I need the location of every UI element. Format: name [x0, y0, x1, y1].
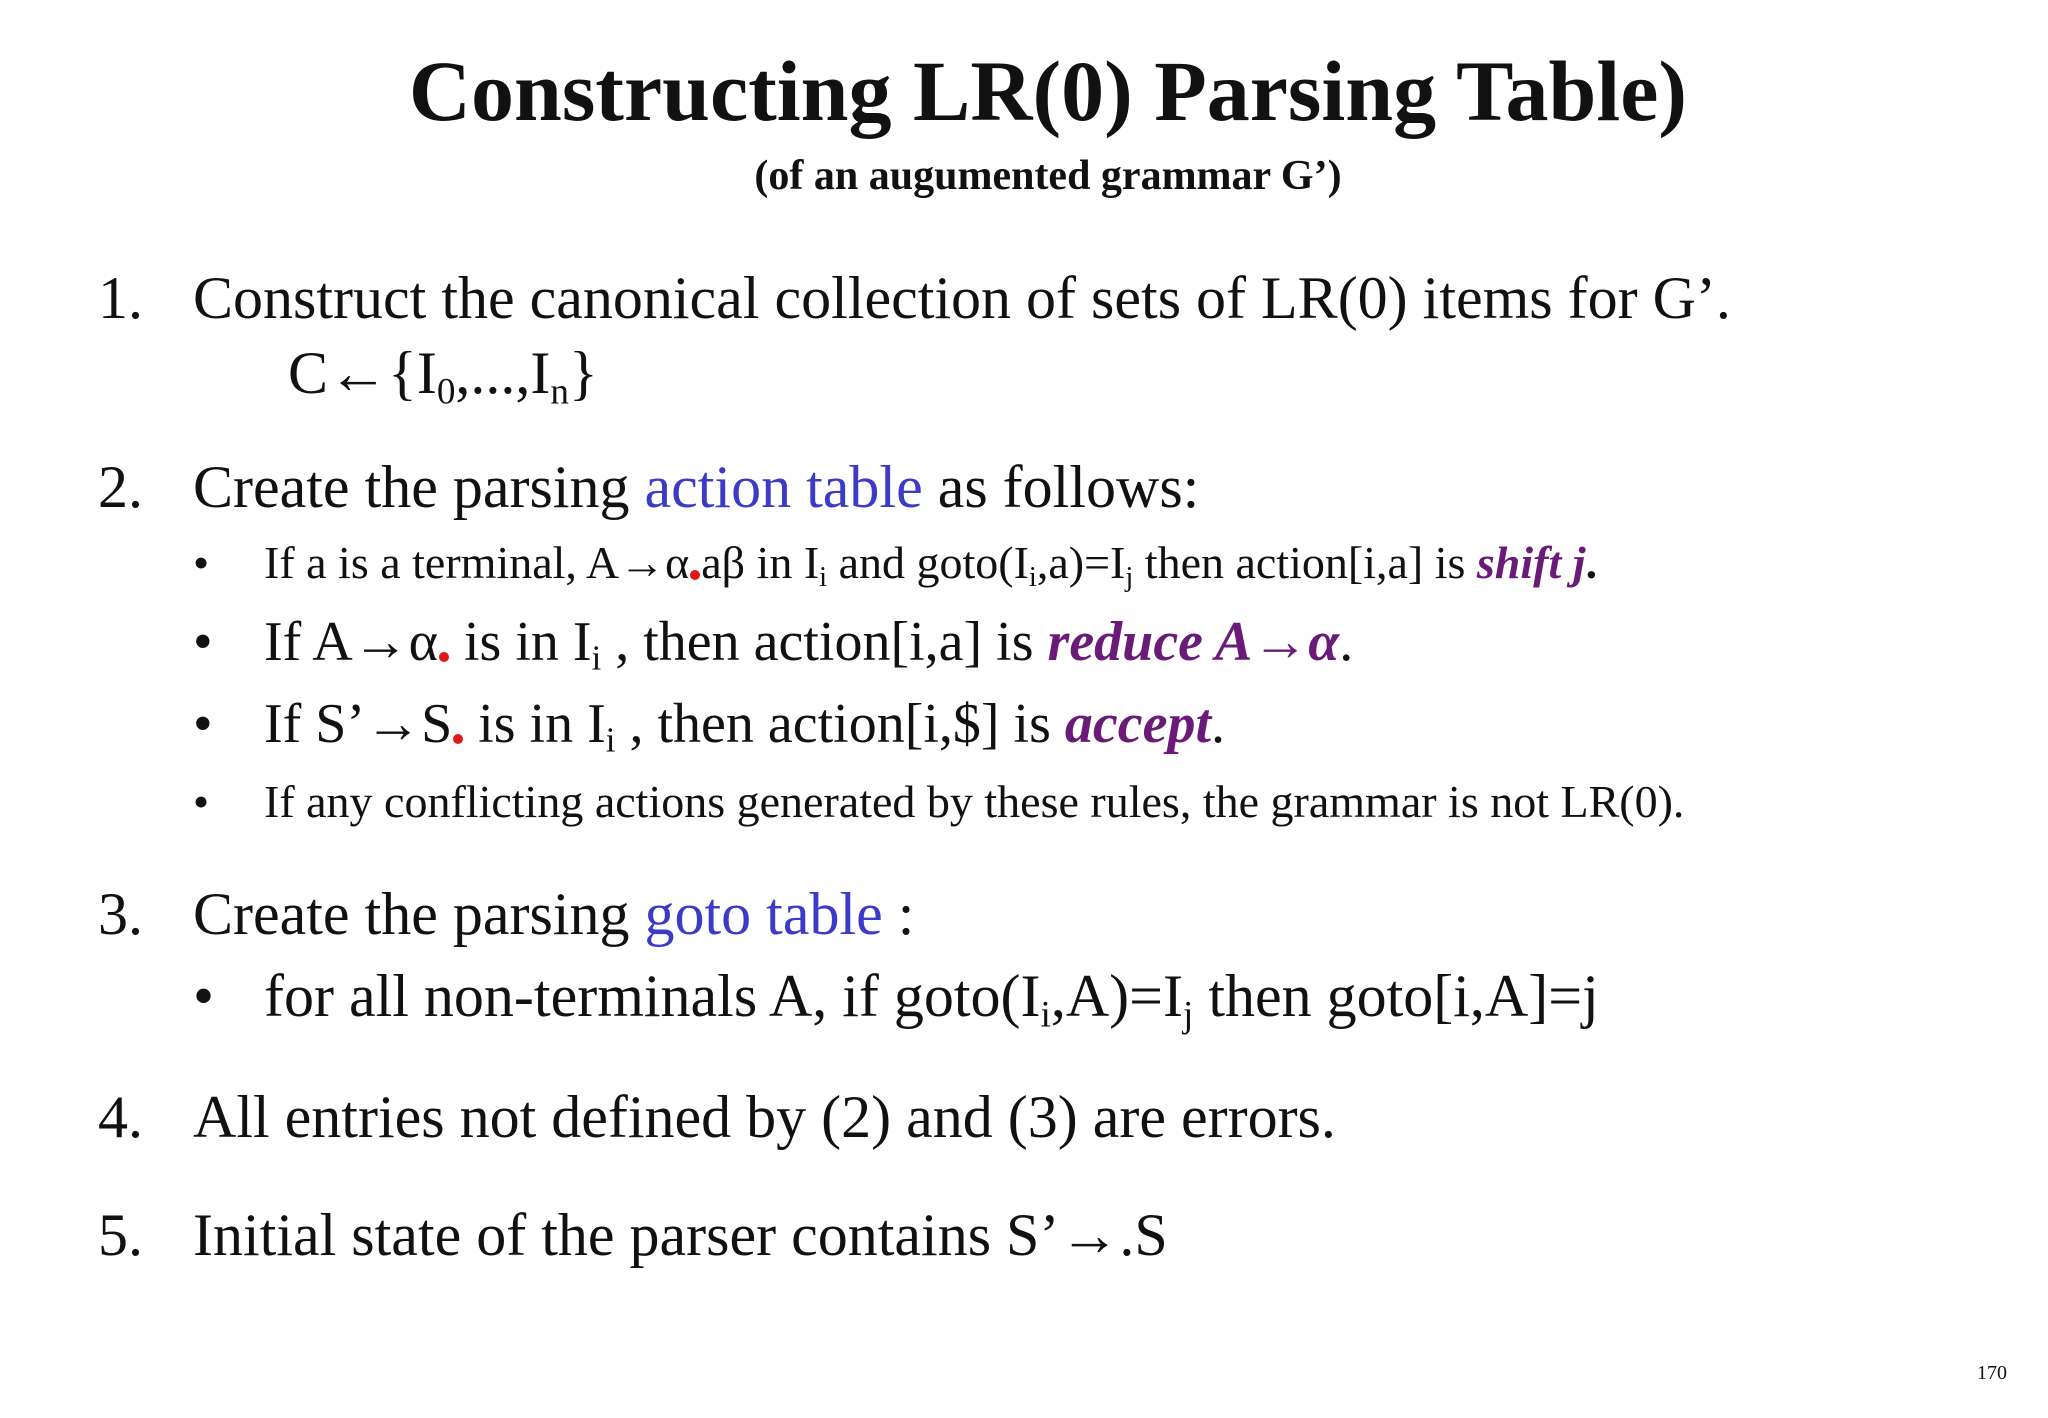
step-4-number: 4.: [98, 1084, 143, 1150]
item-dot-marker: [453, 734, 463, 744]
step-3-text: Create the parsing goto table :: [193, 881, 915, 947]
step-1-text: Construct the canonical collection of sets of LR(0) items for G’.: [193, 265, 1731, 331]
bullet-marker: •: [193, 963, 215, 1029]
action-table-term: action table: [644, 454, 923, 520]
step-1-formula: $C\leftarrow\{I_0,...,I_n\}$: [288, 340, 598, 413]
page-number: 170: [1977, 1362, 2007, 1384]
slide-title: Constructing LR(0) Parsing Table): [408, 43, 1688, 139]
slide-subtitle: (of an augumented grammar G’): [754, 153, 1342, 199]
bullet-marker: •: [193, 693, 213, 755]
step-5-text: Initial state of the parser contains S’→.S: [193, 1202, 1168, 1268]
item-dot-marker: [439, 652, 449, 662]
step-5-number: 5.: [98, 1202, 143, 1268]
step-3-number: 3.: [98, 881, 143, 947]
bullet-marker: •: [193, 611, 213, 673]
shift-rule: If a is a terminal, A→α aβ in $I_i$ and $goto(I_i,a)=I_j$ then action[i,a] is shift j.: [264, 537, 1598, 593]
reduce-action: reduce A→α: [1047, 611, 1340, 673]
reduce-rule: If A→α is in $I_i$ , then action[i,a] is reduce A→α.: [264, 611, 1354, 678]
step-2-text: Create the parsing action table as follows:: [193, 454, 1200, 520]
goto-rule: for all non-terminals A, if $goto(I_i,A)=I_j$ then goto[i,A]=j: [264, 963, 1599, 1036]
bullet-marker: •: [193, 776, 210, 827]
accept-action: accept: [1064, 693, 1212, 755]
step-4-text: All entries not defined by (2) and (3) are errors.: [193, 1084, 1336, 1150]
bullet-marker: •: [193, 537, 210, 588]
accept-rule: If S’→S is in $I_i$ , then action[i,$] is accept.: [264, 693, 1226, 760]
step-2-number: 2.: [98, 454, 143, 520]
goto-table-term: goto table: [644, 881, 883, 947]
conflict-rule: If any conflicting actions generated by these rules, the grammar is not LR(0).: [264, 776, 1685, 827]
shift-action: shift j: [1476, 537, 1586, 588]
item-dot-marker: [690, 570, 700, 580]
step-1-number: 1.: [98, 265, 143, 331]
